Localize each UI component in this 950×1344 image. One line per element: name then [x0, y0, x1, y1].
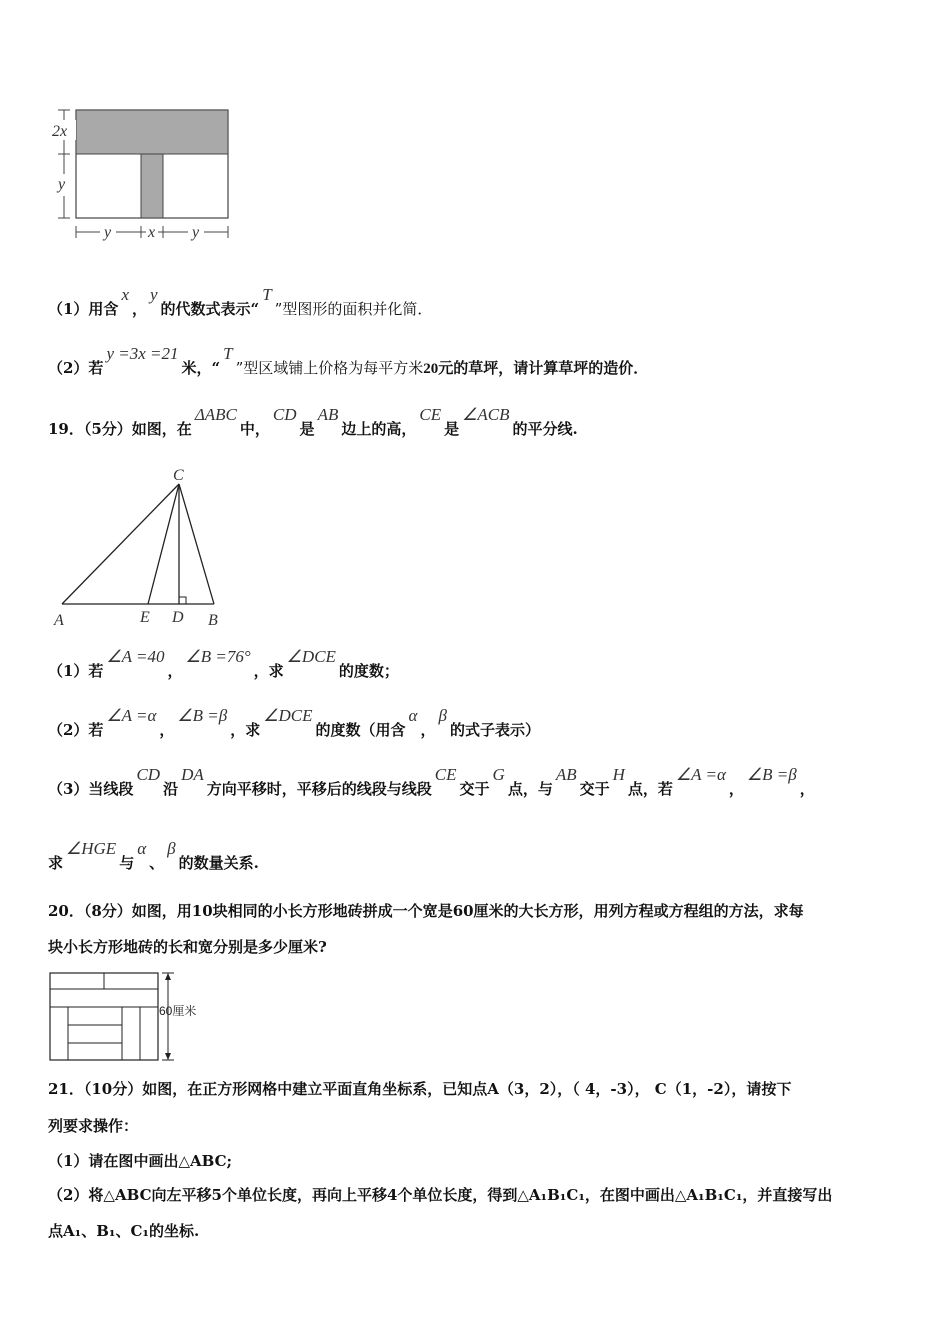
- q20-line2: 块小长方形地砖的长和宽分别是多少厘米?: [48, 938, 327, 956]
- tile-figure: [48, 970, 218, 1065]
- segment-ce: [148, 484, 179, 604]
- q19-part3-continued: 求∠HGE与α、β的数量关系.: [48, 839, 259, 872]
- vertex-a-label: A: [54, 612, 64, 629]
- q20-line1: 20．（8分）如图，用10块相同的小长方形地砖拼成一个宽是60厘米的大长方形，用列方程或方程组的方法，求每: [48, 902, 804, 920]
- q19-part2: （2）若∠A =α，∠B =β，求∠DCE的度数（用含α，β的式子表示）: [48, 706, 540, 739]
- right-angle-mark: [179, 597, 186, 604]
- q21-line1: 21．（10分）如图，在正方形网格中建立平面直角坐标系，已知点A（3，2），（ 4，-3）， C（1，-2），请按下: [48, 1080, 792, 1098]
- q19-stem: 19．（5分）如图，在ΔABC中，CD是AB边上的高，CE是∠ACB的平分线.: [48, 405, 578, 438]
- q18-part2: （2）若y =3x =21米，“T”型区域铺上价格为每平方米20元的草坪，请计算草坪的造价．: [48, 344, 649, 377]
- t-shape-stem: [141, 154, 163, 218]
- label-y-bottom-right: y: [192, 224, 200, 241]
- q21-line4: （2）将△ABC向左平移5个单位长度，再向上平移4个单位长度，得到△A₁B₁C₁，在图中画出△A₁B₁C₁，并直接写出: [48, 1186, 833, 1204]
- t-shape-figure: [48, 100, 248, 250]
- q21-line5: 点A₁、B₁、C₁的坐标.: [48, 1222, 200, 1240]
- triangle-figure: [48, 462, 238, 632]
- vertex-c-label: C: [173, 467, 184, 484]
- point-e-label: E: [140, 609, 150, 626]
- label-y-left: y: [58, 176, 66, 193]
- q21-line2: 列要求操作：: [48, 1117, 139, 1135]
- label-x-bottom: x: [148, 224, 156, 241]
- q19-part1: （1）若∠A =40，∠B =76°，求∠DCE的度数；: [48, 647, 399, 680]
- vertex-b-label: B: [208, 612, 218, 629]
- label-2x: 2x: [52, 123, 68, 140]
- q21-line3: （1）请在图中画出△ABC;: [48, 1152, 233, 1170]
- t-shape-top-bar: [76, 110, 228, 154]
- point-d-label: D: [172, 609, 184, 626]
- q18-part1: （1）用含x，y的代数式表示“T”型图形的面积并化简．: [48, 285, 433, 318]
- width-label: 60厘米: [159, 1004, 197, 1018]
- q19-part3: （3）当线段CD沿DA方向平移时，平移后的线段与线段CE交于G点，与AB交于H点，若∠A =α，∠B =β，: [48, 765, 815, 798]
- label-y-bottom-left: y: [104, 224, 112, 241]
